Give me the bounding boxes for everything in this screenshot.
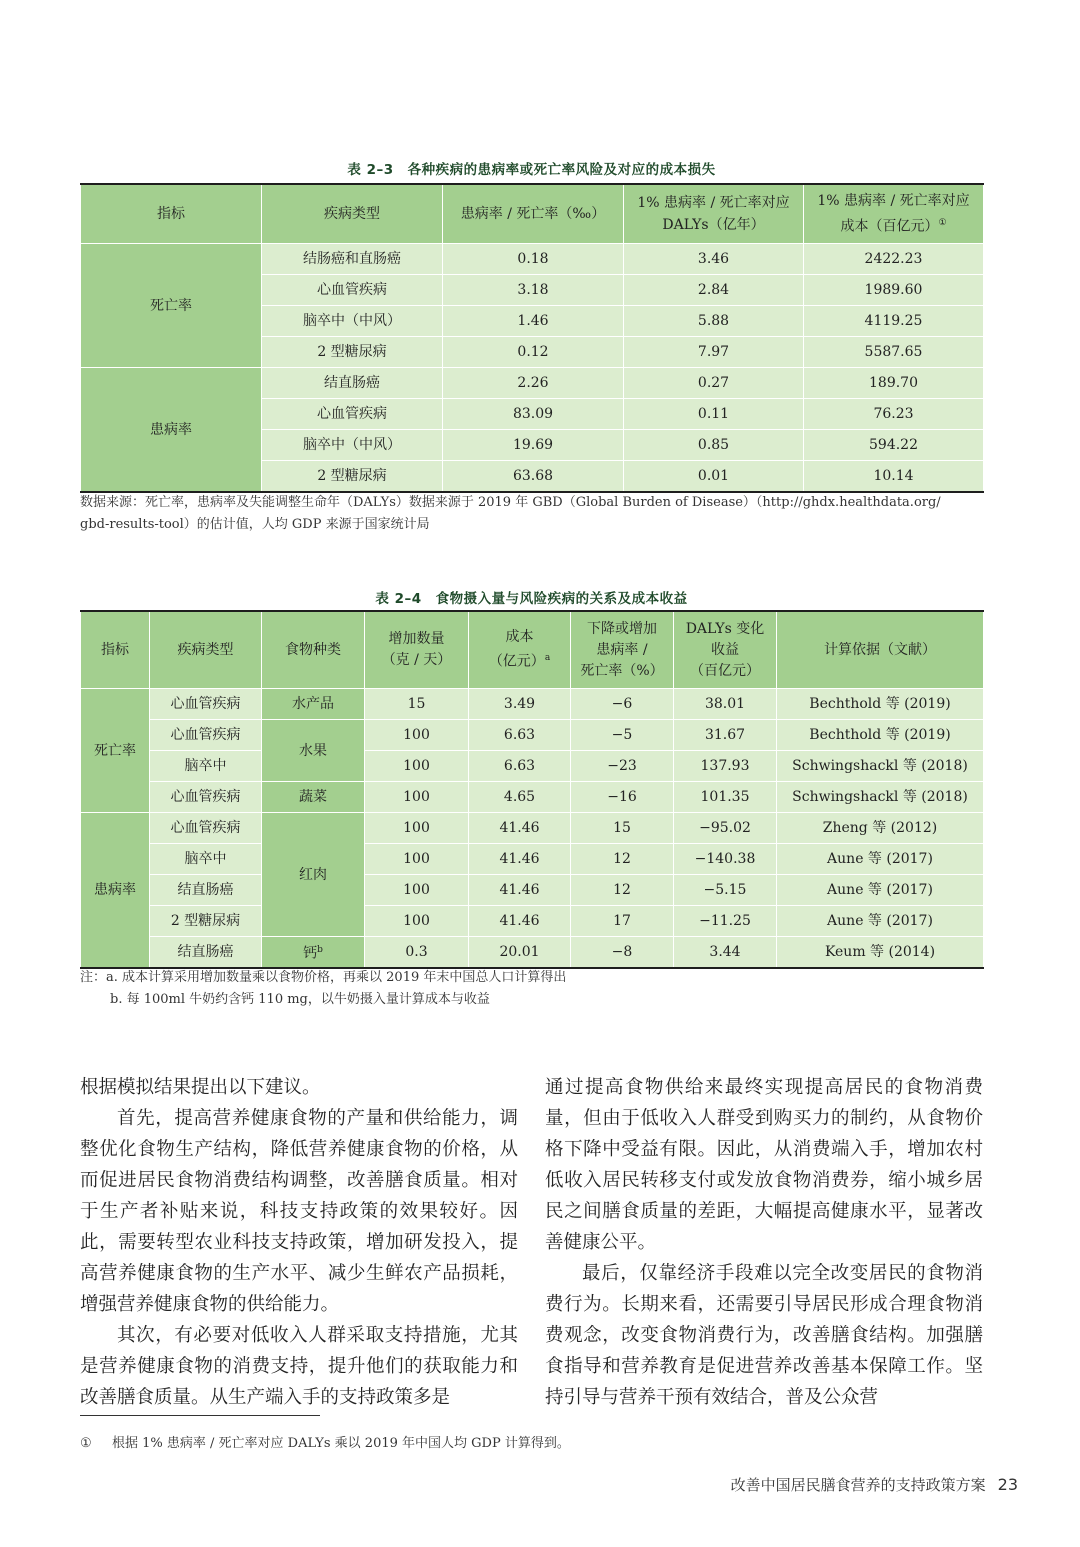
cell: 5.88 [624,306,804,337]
cell: 2422.23 [804,244,984,275]
cell: 100 [365,875,469,906]
cell: 41.46 [469,844,571,875]
cell: 1.46 [443,306,624,337]
cell: 41.46 [469,875,571,906]
col-header: 食物种类 [262,611,365,689]
cell: 0.18 [443,244,624,275]
cell: 76.23 [804,399,984,430]
footnote-mark: ① [80,1436,92,1451]
page-number: 23 [997,1475,1018,1494]
cell: Zheng 等 (2012) [777,813,984,844]
table-row [81,720,984,751]
cell: 心血管疾病 [150,782,262,813]
food-cell: 钙$^b$ [262,937,365,969]
cell: Aune 等 (2017) [777,875,984,906]
cell: 心血管疾病 [262,399,443,430]
paragraph: 最后，仅靠经济手段难以完全改变居民的食物消费行为。长期来看，还需要引导居民形成合理食物消费观念，改变食物消费行为，改善膳食结构。加强膳食指导和营养教育是促进营养改善基本保障工作。坚持引导与营养干预有效结合，普及公众营 [545,1263,983,1408]
table-2-4-notes [80,967,983,1011]
cell: 结直肠癌 [150,875,262,906]
cell: 0.3 [365,937,469,969]
table-row [81,368,984,399]
col-header: 疾病类型 [262,184,443,244]
cell: 2 型糖尿病 [262,337,443,368]
cell: 100 [365,720,469,751]
cell: 结直肠癌 [150,937,262,969]
col-header: DALYs 变化 收益 （百亿元） [674,611,777,689]
cell: 7.97 [624,337,804,368]
group-label: 死亡率 [81,689,150,813]
cell: Schwingshackl 等 (2018) [777,782,984,813]
body-column-left [80,1072,518,1413]
cell: 心血管疾病 [150,813,262,844]
cell: 17 [571,906,674,937]
col-header: 成本 （亿元）$^a$ [469,611,571,689]
source-line: 数据来源：死亡率，患病率及失能调整生命年（DALYs）数据来源于 2019 年 GBD（Global Burden of Disease）（http://ghdx.healthdata.org/ [80,495,941,510]
table-row [81,937,984,969]
cell: 101.35 [674,782,777,813]
cell: −95.02 [674,813,777,844]
food-cell: 水果 [262,720,365,782]
paragraph: 其次，有必要对低收入人群采取支持措施，尤其是营养健康食物的消费支持，提升他们的获取能力和改善膳食质量。从生产端入手的支持政策多是 [80,1325,518,1408]
caption-number: 表 2–3 [347,162,394,178]
cell: 结直肠癌 [262,368,443,399]
food-cell: 水产品 [262,689,365,720]
cell: 3.44 [674,937,777,969]
table-row [81,813,984,844]
cell: Bechthold 等 (2019) [777,689,984,720]
page-footer [731,1474,1018,1495]
cell: 100 [365,751,469,782]
cell: Bechthold 等 (2019) [777,720,984,751]
table-row [81,751,984,782]
cell: 20.01 [469,937,571,969]
table-2-3-caption [80,158,983,178]
table-row [81,244,984,275]
cell: 心血管疾病 [262,275,443,306]
col-header: 1% 患病率 / 死亡率对应 成本（百亿元）① [804,184,984,244]
cell: 2.26 [443,368,624,399]
cell: 2 型糖尿病 [150,906,262,937]
cell: 10.14 [804,461,984,493]
caption-title: 食物摄入量与风险疾病的关系及成本收益 [435,591,688,607]
cell: 脑卒中（中风） [262,306,443,337]
caption-number: 表 2–4 [375,591,422,607]
col-header: 增加数量 （克 / 天） [365,611,469,689]
cell: 15 [571,813,674,844]
caption-title: 各种疾病的患病率或死亡率风险及对应的成本损失 [407,162,716,178]
cell: −5.15 [674,875,777,906]
table-row [81,875,984,906]
cell: 100 [365,782,469,813]
cell: 0.01 [624,461,804,493]
cell: 4119.25 [804,306,984,337]
table-row [81,782,984,813]
cell: 0.27 [624,368,804,399]
cell: 脑卒中 [150,844,262,875]
col-header: 指标 [81,611,150,689]
cell: 137.93 [674,751,777,782]
paragraph: 根据模拟结果提出以下建议。 [80,1077,321,1098]
cell: 6.63 [469,720,571,751]
cell: 3.46 [624,244,804,275]
cell: 38.01 [674,689,777,720]
cell: 5587.65 [804,337,984,368]
cell: Schwingshackl 等 (2018) [777,751,984,782]
table-row [81,844,984,875]
col-header: 疾病类型 [150,611,262,689]
cell: −23 [571,751,674,782]
note-b: b. 每 100ml 牛奶约含钙 110 mg，以牛奶摄入量计算成本与收益 [110,992,490,1007]
cell: 12 [571,875,674,906]
cell: 100 [365,813,469,844]
cell: 3.49 [469,689,571,720]
cell: −6 [571,689,674,720]
cell: 31.67 [674,720,777,751]
cell: −11.25 [674,906,777,937]
cell: 189.70 [804,368,984,399]
col-header: 1% 患病率 / 死亡率对应 DALYs（亿年） [624,184,804,244]
cell: 15 [365,689,469,720]
footnote-divider [80,1415,320,1416]
cell: Aune 等 (2017) [777,906,984,937]
cell: −5 [571,720,674,751]
group-label: 患病率 [81,813,150,969]
cell: 100 [365,906,469,937]
cell: 19.69 [443,430,624,461]
cell: 心血管疾病 [150,720,262,751]
cell: 100 [365,844,469,875]
cell: 594.22 [804,430,984,461]
cell: 1989.60 [804,275,984,306]
cell: 0.12 [443,337,624,368]
cell: 41.46 [469,906,571,937]
cell: −140.38 [674,844,777,875]
cell: −16 [571,782,674,813]
cell: 12 [571,844,674,875]
cell: 2.84 [624,275,804,306]
table-row [81,906,984,937]
source-line: gbd-results-tool）的估计值，人均 GDP 来源于国家统计局 [80,517,430,532]
cell: 脑卒中 [150,751,262,782]
col-header: 指标 [81,184,262,244]
cell: −8 [571,937,674,969]
cell: 6.63 [469,751,571,782]
col-header: 患病率 / 死亡率（‰） [443,184,624,244]
cell: 83.09 [443,399,624,430]
footnote-text: 根据 1% 患病率 / 死亡率对应 DALYs 乘以 2019 年中国人均 GDP 计算得到。 [112,1436,570,1451]
paragraph: 通过提高食物供给来最终实现提高居民的食物消费量，但由于低收入人群受到购买力的制约，从食物价格下降中受益有限。因此，从消费端入手，增加农村低收入居民转移支付或发放食物消费券，缩小城乡居民之间膳食质量的差距，大幅提高健康水平，显著改善健康公平。 [545,1077,983,1253]
cell: 心血管疾病 [150,689,262,720]
group-label: 患病率 [81,368,262,493]
cell: 结肠癌和直肠癌 [262,244,443,275]
cell: Keum 等 (2014) [777,937,984,969]
note-a: 注：a. 成本计算采用增加数量乘以食物价格，再乘以 2019 年末中国总人口计算得出 [80,970,567,985]
cell: 63.68 [443,461,624,493]
food-cell: 蔬菜 [262,782,365,813]
col-header: 下降或增加 患病率 / 死亡率（%） [571,611,674,689]
table-2-4-caption [80,587,983,607]
cell: 2 型糖尿病 [262,461,443,493]
table-2-3-source [80,492,983,536]
footnote [80,1432,570,1451]
food-cell: 红肉 [262,813,365,937]
group-label: 死亡率 [81,244,262,368]
running-title: 改善中国居民膳食营养的支持政策方案 [730,1476,986,1494]
body-column-right [545,1072,983,1413]
cell: 0.11 [624,399,804,430]
cell: 0.85 [624,430,804,461]
cell: 41.46 [469,813,571,844]
cell: Aune 等 (2017) [777,844,984,875]
cell: 脑卒中（中风） [262,430,443,461]
table-2-3 [80,183,984,493]
table-2-4 [80,610,984,969]
table-row [81,689,984,720]
cell: 3.18 [443,275,624,306]
cell: 4.65 [469,782,571,813]
col-header: 计算依据（文献） [777,611,984,689]
paragraph: 首先，提高营养健康食物的产量和供给能力，调整优化食物生产结构，降低营养健康食物的价格，从而促进居民食物消费结构调整，改善膳食质量。相对于生产者补贴来说，科技支持政策的效果较好。因此，需要转型农业科技支持政策，增加研发投入，提高营养健康食物的生产水平、减少生鲜农产品损耗，增强营养健康食物的供给能力。 [80,1108,518,1315]
